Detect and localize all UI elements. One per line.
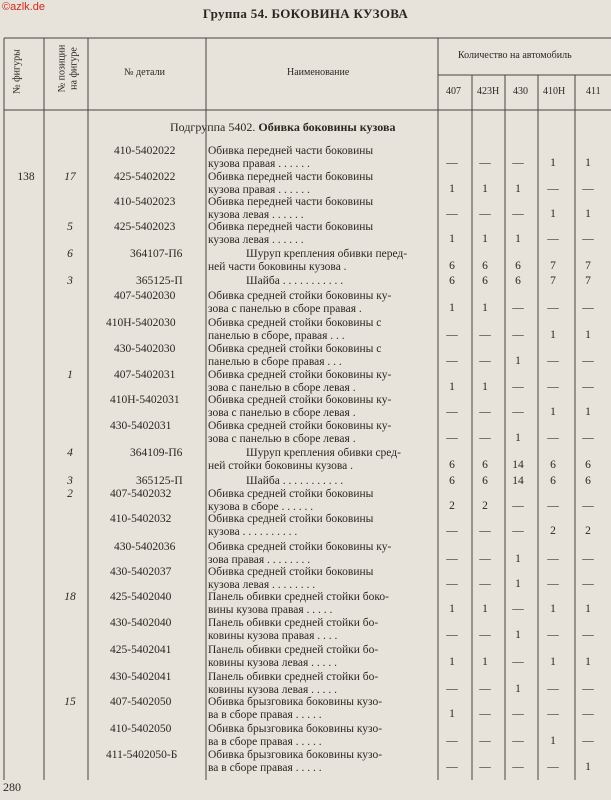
table-row [0,289,611,315]
table-row [0,616,611,642]
quantity-430: 1 [515,629,521,641]
part-name [208,248,436,273]
table-row [0,748,611,774]
quantity-423Н: 1 [482,603,488,615]
quantity-407: — [446,578,458,590]
quantity-407: 1 [449,183,455,195]
position-number: 6 [67,248,73,260]
part-name-line: зова с панелью в сборе левая . [208,406,356,419]
quantity-423Н: — [479,525,491,537]
part-name-line: ва в сборе правая . . . . . [208,761,322,774]
part-name-line: ва в сборе правая . . . . . [208,708,322,721]
header-position-line2: на фигуре [68,47,80,90]
part-number: 430-5402030 [114,343,176,355]
part-name [208,343,436,368]
header-name: Наименование [287,67,350,78]
group-title: Группа 54. БОКОВИНА КУЗОВА [202,6,409,21]
part-name-line: Обивка средней стойки боковины ку- [208,369,392,381]
quantity-407: 1 [449,233,455,245]
part-name-line: Панель обивки средней стойки бо- [208,644,379,656]
part-name-line: кузова . . . . . . . . . . [208,525,298,538]
quantity-423Н: 1 [482,183,488,195]
quantity-430: — [512,656,524,668]
quantity-423Н: 6 [482,459,488,471]
quantity-411: 1 [585,208,591,220]
quantity-407: 1 [449,302,455,314]
part-name [208,488,436,513]
quantity-410Н: 7 [550,260,556,272]
part-number: 411-5402050-Б [106,749,178,761]
part-name-line: Обивка передней части боковины [208,196,374,208]
part-name [208,671,436,696]
quantity-430: 1 [515,183,521,195]
quantity-423Н: 2 [482,500,488,512]
quantity-430: 6 [515,260,521,272]
table-row [0,170,611,196]
quantity-430: — [512,157,524,169]
quantity-410Н: — [547,233,559,245]
part-number: 410-5402022 [114,145,176,157]
part-name-line: вины кузова правая . . . . . [208,603,333,616]
part-number: 365125-П [136,475,183,487]
quantity-407: 6 [449,260,455,272]
quantity-407: — [446,735,458,747]
part-name-line: Обивка брызговика боковины кузо- [208,696,383,708]
part-name [208,696,436,721]
part-name [208,145,436,170]
quantity-430: 1 [515,683,521,695]
quantity-407: — [446,157,458,169]
part-name-line: Обивка средней стойки боковины [208,566,374,578]
part-number: 364109-П6 [130,447,183,459]
position-number: 3 [67,275,73,287]
subgroup-prefix: Подгруппа 5402. [170,120,256,134]
part-name-line: ковины кузова левая . . . . . [208,656,338,669]
table-row [0,368,611,394]
part-number: 425-5402041 [110,644,172,656]
quantity-411: 2 [585,525,591,537]
quantity-411: 1 [585,656,591,668]
quantity-410Н: — [547,183,559,195]
quantity-411: — [582,432,594,444]
header-model-430: 430 [513,86,528,97]
part-name-line: кузова левая . . . . . . [208,208,304,221]
quantity-410Н: 2 [550,525,556,537]
quantity-410Н: — [547,432,559,444]
part-name [208,317,436,342]
quantity-410Н: 1 [550,157,556,169]
quantity-407: — [446,525,458,537]
quantity-410Н: — [547,578,559,590]
part-name-line: Панель обивки средней стойки боко- [208,591,389,603]
quantity-407: — [446,329,458,341]
part-name-line: зова с панелью в сборе левая . [208,432,356,445]
quantity-423Н: — [479,761,491,773]
part-name [208,420,436,445]
quantity-411: — [582,578,594,590]
position-number: 3 [67,475,73,487]
quantity-423Н: — [479,578,491,590]
quantity-410Н: — [547,381,559,393]
part-name-line: Обивка брызговика боковины кузо- [208,723,383,735]
quantity-423Н: — [479,629,491,641]
table-row [0,487,611,513]
quantity-410Н: — [547,683,559,695]
quantity-407: 2 [449,500,455,512]
table-row [0,247,611,273]
quantity-407: — [446,761,458,773]
part-number: 410Н-5402031 [110,394,180,406]
quantity-423Н: — [479,329,491,341]
quantity-423Н: 6 [482,275,488,287]
part-number: 430-5402040 [110,617,172,629]
header-model-423n: 423Н [477,86,500,97]
part-name-line: зова с панелью в сборе правая . [208,302,362,315]
position-number: 5 [67,221,73,233]
quantity-410Н: 7 [550,275,556,287]
part-name-line: Обивка средней стойки боковины ку- [208,394,392,406]
quantity-430: — [512,761,524,773]
quantity-430: — [512,406,524,418]
quantity-430: — [512,208,524,220]
part-number: 407-5402032 [110,488,172,500]
part-name-line: Обивка передней части боковины [208,145,374,157]
quantity-430: 1 [515,553,521,565]
header-model-410n: 410Н [543,86,566,97]
part-name-line: ковины кузова левая . . . . . [208,683,338,696]
quantity-430: — [512,500,524,512]
quantity-407: — [446,355,458,367]
quantity-430: 1 [515,578,521,590]
part-name-line: зова правая . . . . . . . . [208,553,311,566]
table-row [0,512,611,538]
part-name [208,196,436,221]
position-number: 18 [64,591,76,603]
part-name-line: Шайба . . . . . . . . . . . [246,475,344,487]
header-part-number: № детали [124,67,165,78]
table-row [0,419,611,445]
quantity-410Н: 6 [550,459,556,471]
quantity-411: — [582,629,594,641]
part-name-line: Обивка средней стойки боковины ку- [208,420,392,432]
part-name [208,290,436,315]
quantity-410Н: 1 [550,656,556,668]
part-number: 425-5402040 [110,591,172,603]
part-name [208,749,436,774]
quantity-430: — [512,735,524,747]
part-name [208,171,436,196]
quantity-411: 1 [585,406,591,418]
part-name-line: Шуруп крепления обивки перед- [246,248,408,260]
part-number: 425-5402023 [114,221,176,233]
quantity-407: 1 [449,708,455,720]
part-number: 407-5402031 [114,369,176,381]
table-row [0,695,611,721]
position-number: 2 [67,488,73,500]
quantity-423Н: — [479,208,491,220]
part-name [208,275,436,288]
table-row [0,342,611,368]
part-number: 410Н-5402030 [106,317,176,329]
subgroup-name: Обивка боковины кузова [258,120,396,134]
part-number: 410-5402023 [114,196,176,208]
quantity-411: 7 [585,260,591,272]
part-name-line: Обивка передней части боковины [208,221,374,233]
quantity-410Н: 6 [550,475,556,487]
quantity-430: 1 [515,355,521,367]
part-name-line: Панель обивки средней стойки бо- [208,671,379,683]
quantity-423Н: 1 [482,302,488,314]
quantity-430: — [512,302,524,314]
quantity-410Н: 1 [550,406,556,418]
header-position-line1: № позиции [56,44,68,93]
quantity-430: — [512,525,524,537]
part-name-line: Шайба . . . . . . . . . . . [246,275,344,287]
part-name [208,475,436,488]
position-number: 4 [67,447,73,459]
part-name [208,447,436,472]
quantity-411: — [582,553,594,565]
quantity-411: — [582,735,594,747]
quantity-430: — [512,381,524,393]
quantity-423Н: 1 [482,656,488,668]
subgroup-title [170,120,395,135]
table-row [0,195,611,221]
quantity-411: — [582,355,594,367]
part-name-line: Обивка средней стойки боковины [208,513,374,525]
quantity-411: — [582,381,594,393]
quantity-430: — [512,603,524,615]
part-name [208,591,436,616]
part-name [208,394,436,419]
part-name-line: панелью в сборе, правая . . . [208,329,345,342]
quantity-407: 6 [449,275,455,287]
quantity-407: — [446,432,458,444]
part-number: 430-5402031 [110,420,172,432]
page-number: 280 [3,780,21,794]
quantity-430: 14 [512,459,524,471]
part-name [208,369,436,394]
quantity-411: — [582,183,594,195]
quantity-410Н: — [547,500,559,512]
part-name-line: Обивка средней стойки боковины ку- [208,290,392,302]
quantity-423Н: — [479,355,491,367]
quantity-423Н: — [479,708,491,720]
quantity-423Н: 1 [482,381,488,393]
part-name-line: зова с панелью в сборе левая . [208,381,356,394]
part-name-line: ней стойки боковины кузова . [208,459,354,472]
table-row [0,540,611,566]
part-name-line: кузова левая . . . . . . [208,233,304,246]
quantity-423Н: 1 [482,233,488,245]
table-row [0,393,611,419]
quantity-423Н: 6 [482,475,488,487]
quantity-407: — [446,208,458,220]
quantity-423Н: — [479,683,491,695]
part-name [208,566,436,591]
quantity-410Н: — [547,553,559,565]
quantity-411: — [582,500,594,512]
quantity-407: 1 [449,381,455,393]
quantity-410Н: — [547,629,559,641]
position-number: 15 [64,696,76,708]
part-name [208,541,436,566]
quantity-423Н: — [479,735,491,747]
table-row [0,144,611,170]
quantity-407: 1 [449,603,455,615]
quantity-423Н: 6 [482,260,488,272]
header-figure-number: № фигуры [11,49,23,94]
part-name-line: панелью в сборе правая . . . [208,355,342,368]
part-name-line: Обивка брызговика боковины кузо- [208,749,383,761]
part-number: 430-5402041 [110,671,172,683]
part-name-line: Обивка средней стойки боковины ку- [208,541,392,553]
quantity-407: — [446,683,458,695]
quantity-411: 1 [585,603,591,615]
quantity-411: — [582,708,594,720]
quantity-411: 1 [585,157,591,169]
quantity-411: — [582,233,594,245]
part-name-line: Обивка средней стойки боковины с [208,317,382,329]
quantity-411: 1 [585,329,591,341]
quantity-410Н: 1 [550,603,556,615]
part-number: 430-5402036 [114,541,176,553]
part-name-line: кузова правая . . . . . . [208,183,310,196]
quantity-410Н: — [547,761,559,773]
part-name-line: ковины кузова правая . . . . [208,629,338,642]
quantity-407: 1 [449,656,455,668]
quantity-411: 6 [585,475,591,487]
part-number: 364107-П6 [130,248,183,260]
quantity-411: 7 [585,275,591,287]
part-name-line: кузова правая . . . . . . [208,157,310,170]
position-number: 17 [64,171,76,183]
table-row [0,670,611,696]
quantity-407: 6 [449,459,455,471]
part-name [208,723,436,748]
quantity-430: — [512,708,524,720]
part-name-line: Панель обивки средней стойки бо- [208,617,379,629]
quantity-423Н: — [479,432,491,444]
table-row [0,316,611,342]
quantity-430: 1 [515,432,521,444]
part-name [208,221,436,246]
quantity-407: — [446,553,458,565]
part-number: 410-5402032 [110,513,172,525]
quantity-410Н: 1 [550,329,556,341]
part-number: 430-5402037 [110,566,172,578]
part-name [208,644,436,669]
part-name-line: Обивка средней стойки боковины с [208,343,382,355]
quantity-407: — [446,629,458,641]
part-number: 407-5402030 [114,290,176,302]
table-row [0,590,611,616]
part-name [208,513,436,538]
part-name-line: ва в сборе правая . . . . . [208,735,322,748]
part-number: 407-5402050 [110,696,172,708]
table-row [0,446,611,472]
table-row [0,220,611,246]
quantity-430: 14 [512,475,524,487]
part-number: 365125-П [136,275,183,287]
header-model-411: 411 [586,86,601,97]
part-number: 410-5402050 [110,723,172,735]
quantity-410Н: 1 [550,735,556,747]
quantity-411: 1 [585,761,591,773]
quantity-430: — [512,329,524,341]
quantity-430: 1 [515,233,521,245]
part-name-line: ней части боковины кузова . [208,260,347,273]
quantity-423Н: — [479,553,491,565]
quantity-423Н: — [479,406,491,418]
part-name-line: кузова в сборе . . . . . . [208,500,314,513]
quantity-410Н: — [547,355,559,367]
quantity-410Н: 1 [550,208,556,220]
part-name-line: Обивка передней части боковины [208,171,374,183]
header-quantity: Количество на автомобиль [458,50,572,61]
quantity-407: 6 [449,475,455,487]
quantity-423Н: — [479,157,491,169]
part-name-line: Шуруп крепления обивки сред- [246,447,401,459]
quantity-407: — [446,406,458,418]
quantity-411: — [582,683,594,695]
quantity-411: 6 [585,459,591,471]
quantity-410Н: — [547,708,559,720]
part-name-line: Обивка средней стойки боковины [208,488,374,500]
quantity-430: 6 [515,275,521,287]
part-number: 425-5402022 [114,171,176,183]
part-name [208,617,436,642]
quantity-410Н: — [547,302,559,314]
part-name-line: кузова левая . . . . . . . . [208,578,316,591]
watermark: ©azlk.de [2,1,45,13]
quantity-411: — [582,302,594,314]
header-model-407: 407 [446,86,461,97]
table-row [0,565,611,591]
table-row [0,643,611,669]
figure-number: 138 [17,171,35,183]
table-row [0,722,611,748]
position-number: 1 [67,369,73,381]
